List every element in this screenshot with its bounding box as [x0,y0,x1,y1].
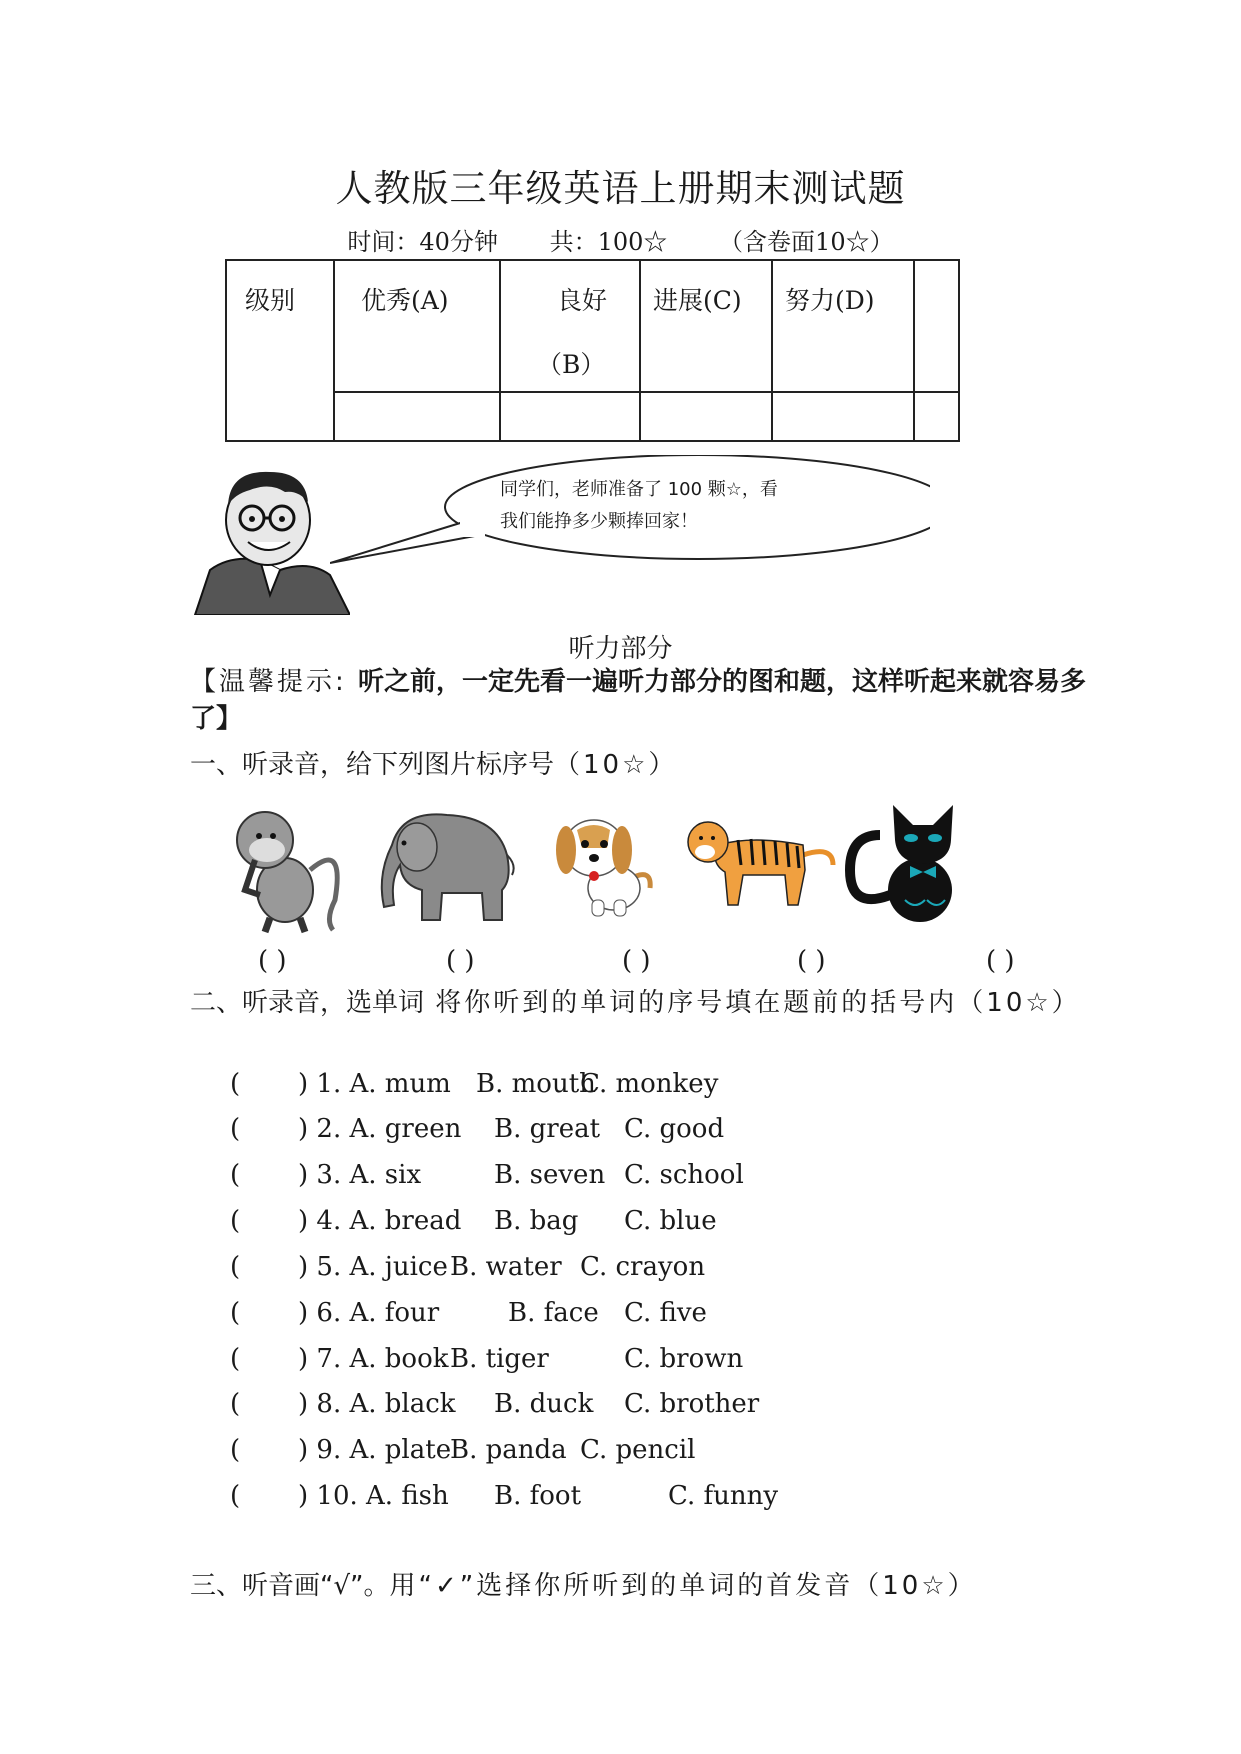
grade-a-score[interactable] [334,392,500,441]
picture-blank[interactable]: ( ) [622,946,651,976]
picture-blank[interactable]: ( ) [258,946,287,976]
dog-icon [552,808,657,918]
picture-blank[interactable]: ( ) [986,946,1015,976]
page-title: 人教版三年级英语上册期末测试题 [335,167,906,210]
exam-total: 共：100☆ [549,228,668,256]
answer-blank[interactable]: ( [230,1344,241,1374]
listening-heading: 听力部分 [568,634,673,664]
grade-b-score[interactable] [500,392,640,441]
picture-blank[interactable]: ( ) [446,946,475,976]
exam-note: （含卷面10☆） [719,228,894,256]
answer-blank[interactable]: ( [230,1160,241,1190]
listening-tip: 【温馨提示: 听之前，一定先看一遍听力部分的图和题，这样听起来就容易多了】 [190,667,1087,734]
exam-time: 时间：40分钟 [347,228,498,256]
grade-c-score[interactable] [640,392,772,441]
section3-title: 三、听音画“√”。用“✓”选择你所听到的单词的首发音（10☆） [190,1571,977,1601]
elephant-icon [372,805,517,925]
answer-blank[interactable]: ( [230,1435,241,1465]
grade-table [225,259,960,442]
tiger-icon [683,810,838,910]
answer-blank[interactable]: ( [230,1252,241,1282]
grade-label-cell: 级别 [226,260,334,441]
section1-title: 一、听录音，给下列图片标序号（10☆） [190,750,678,780]
section2-title: 二、听录音，选单词 将你听到的单词的序号填在题前的括号内（10☆） [190,988,1081,1018]
picture-blank[interactable]: ( ) [797,946,826,976]
grade-d-cell: 努力(D) [772,260,914,392]
grade-c-cell: 进展(C) [640,260,772,392]
monkey-icon [215,800,345,935]
speech-bubble-text: 同学们，老师准备了 100 颗☆，看 我们能挣多少颗捧回家！ [500,479,778,532]
cat-icon [845,800,980,925]
answer-blank[interactable]: ( [230,1298,241,1328]
teacher-icon [190,460,350,615]
grade-extra-cell [914,260,959,392]
answer-blank[interactable]: ( [230,1389,241,1419]
answer-blank[interactable]: ( [230,1069,241,1099]
answer-blank[interactable]: ( [230,1481,241,1511]
exam-info [0,222,1241,257]
grade-b-cell: 良好 （B） [500,260,640,392]
grade-extra-score[interactable] [914,392,959,441]
grade-d-score[interactable] [772,392,914,441]
answer-blank[interactable]: ( [230,1114,241,1144]
grade-a-cell: 优秀(A) [334,260,500,392]
answer-blank[interactable]: ( [230,1206,241,1236]
